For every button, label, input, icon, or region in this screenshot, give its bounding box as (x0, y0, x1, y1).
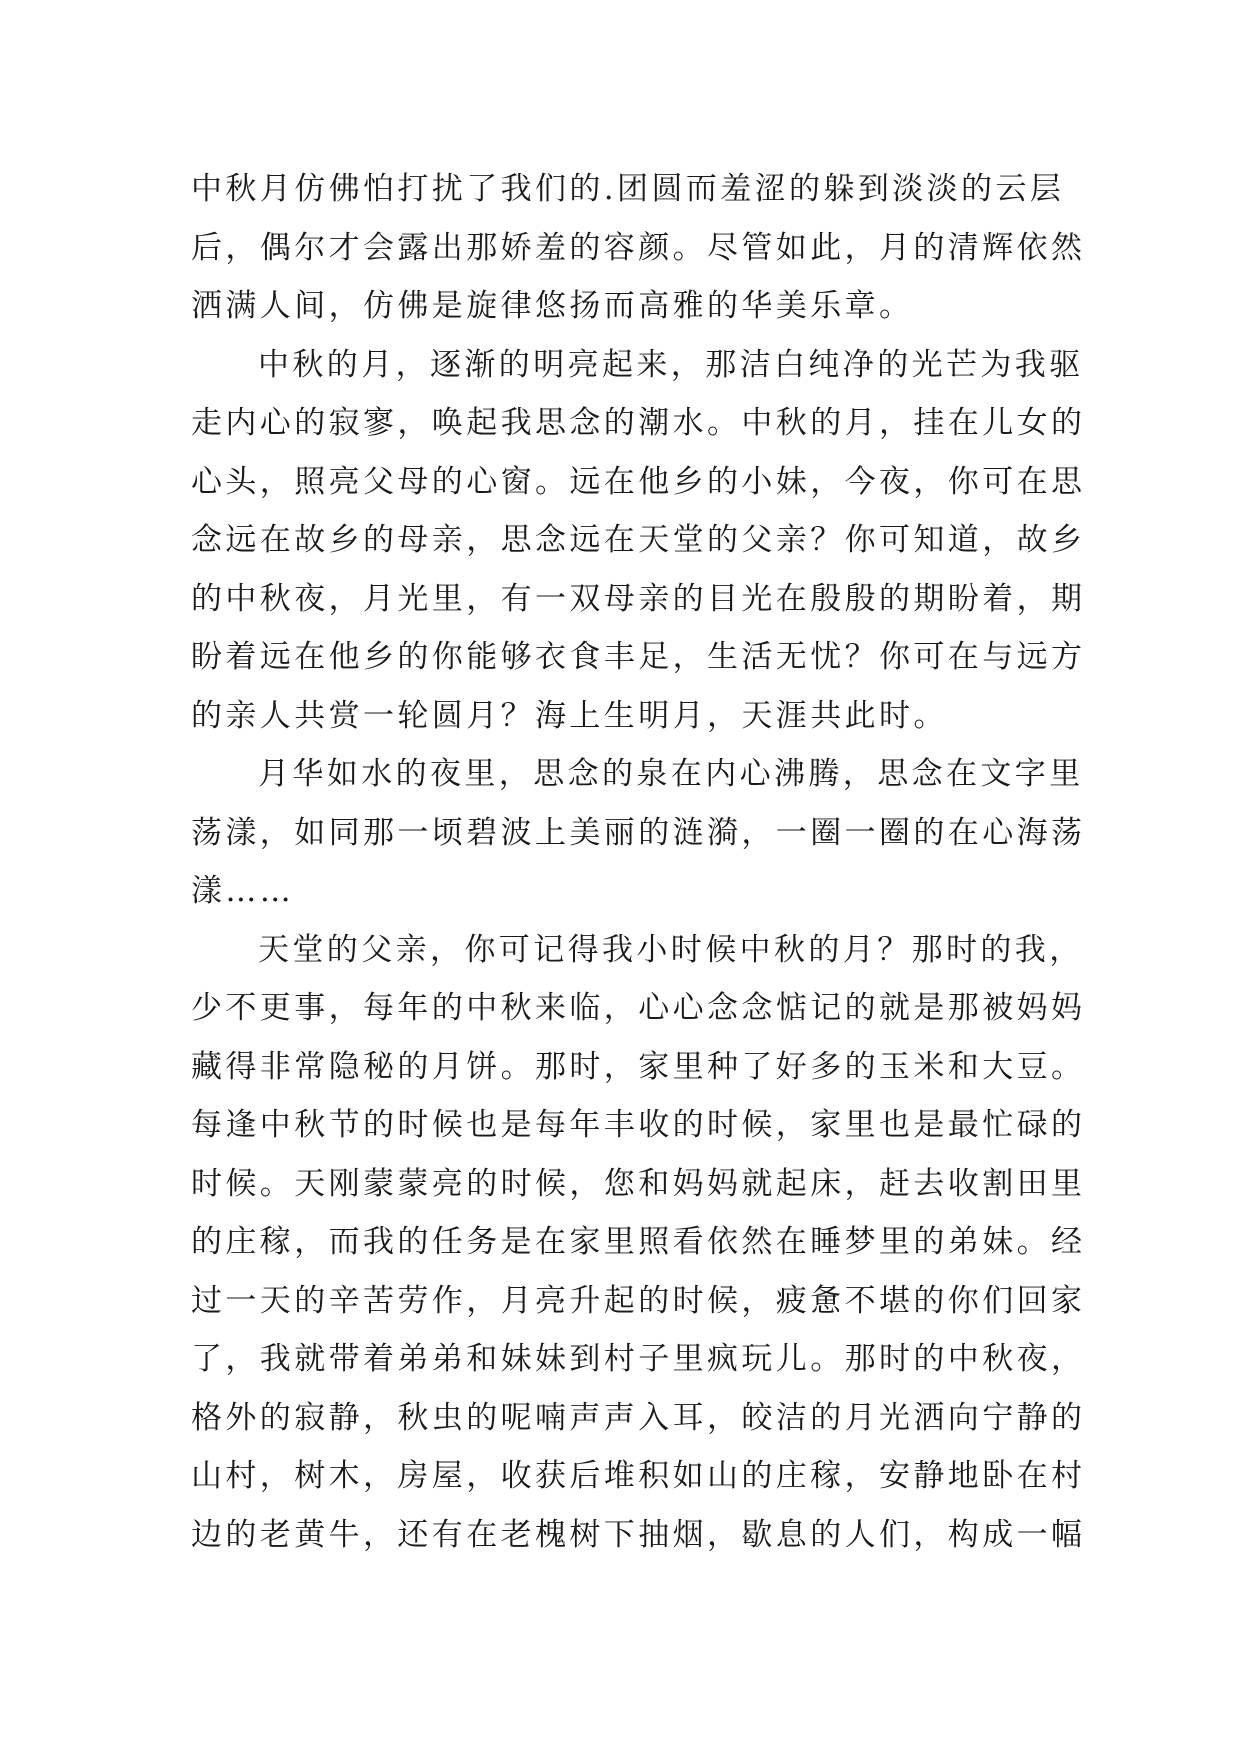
text-line: 了，我就带着弟弟和妹妹到村子里疯玩儿。那时的中秋夜， (191, 1341, 1086, 1377)
text-line: 荡漾，如同那一顷碧波上美丽的涟漪，一圈一圈的在心海荡 (191, 814, 1086, 851)
text-line: 的庄稼，而我的任务是在家里照看依然在睡梦里的弟妹。经 (191, 1224, 1086, 1260)
text-line: 月华如水的夜里，思念的泉在内心沸腾，思念在文字里 (258, 756, 1084, 792)
text-line: 洒满人间，仿佛是旋律悠扬而高雅的华美乐章。 (191, 288, 914, 324)
text-line: 少不更事，每年的中秋来临，心心念念惦记的就是那被妈妈 (191, 990, 1086, 1026)
text-line: 边的老黄牛，还有在老槐树下抽烟，歇息的人们，构成一幅 (191, 1516, 1086, 1553)
text-line: 天堂的父亲，你可记得我小时候中秋的月？那时的我， (258, 931, 1084, 968)
text-line: 走内心的寂寥，唤起我思念的潮水。中秋的月，挂在儿女的 (191, 405, 1086, 441)
text-line: 的亲人共赏一轮圆月？海上生明月，天涯共此时。 (191, 697, 948, 734)
text-line: 心头，照亮父母的心窗。远在他乡的小妹，今夜，你可在思 (191, 463, 1086, 500)
text-line: 念远在故乡的母亲，思念远在天堂的父亲？你可知道，故乡 (191, 522, 1086, 558)
body-text (191, 160, 1086, 1564)
text-line: 漾…… (191, 873, 295, 909)
text-line: 每逢中秋节的时候也是每年丰收的时候，家里也是最忙碌的 (191, 1107, 1086, 1143)
text-line: 格外的寂静，秋虫的呢喃声声入耳，皎洁的月光洒向宁静的 (191, 1399, 1086, 1436)
text-line: 藏得非常隐秘的月饼。那时，家里种了好多的玉米和大豆。 (191, 1048, 1086, 1085)
text-line: 后，偶尔才会露出那娇羞的容颜。尽管如此，月的清辉依然 (191, 229, 1086, 266)
text-line: 的中秋夜，月光里，有一双母亲的目光在殷殷的期盼着，期 (191, 580, 1086, 617)
text-line: 时候。天刚蒙蒙亮的时候，您和妈妈就起床，赶去收割田里 (191, 1165, 1086, 1202)
text-line: 中秋的月，逐渐的明亮起来，那洁白纯净的光芒为我驱 (258, 346, 1084, 383)
text-line: 中秋月仿佛怕打扰了我们的.团圆而羞涩的躲到淡淡的云层 (191, 171, 1065, 207)
text-line: 盼着远在他乡的你能够衣食丰足，生活无忧？你可在与远方 (191, 639, 1086, 675)
text-line: 山村，树木，房屋，收获后堆积如山的庄稼，安静地卧在村 (191, 1458, 1086, 1494)
text-line: 过一天的辛苦劳作，月亮升起的时候，疲惫不堪的你们回家 (191, 1282, 1086, 1319)
